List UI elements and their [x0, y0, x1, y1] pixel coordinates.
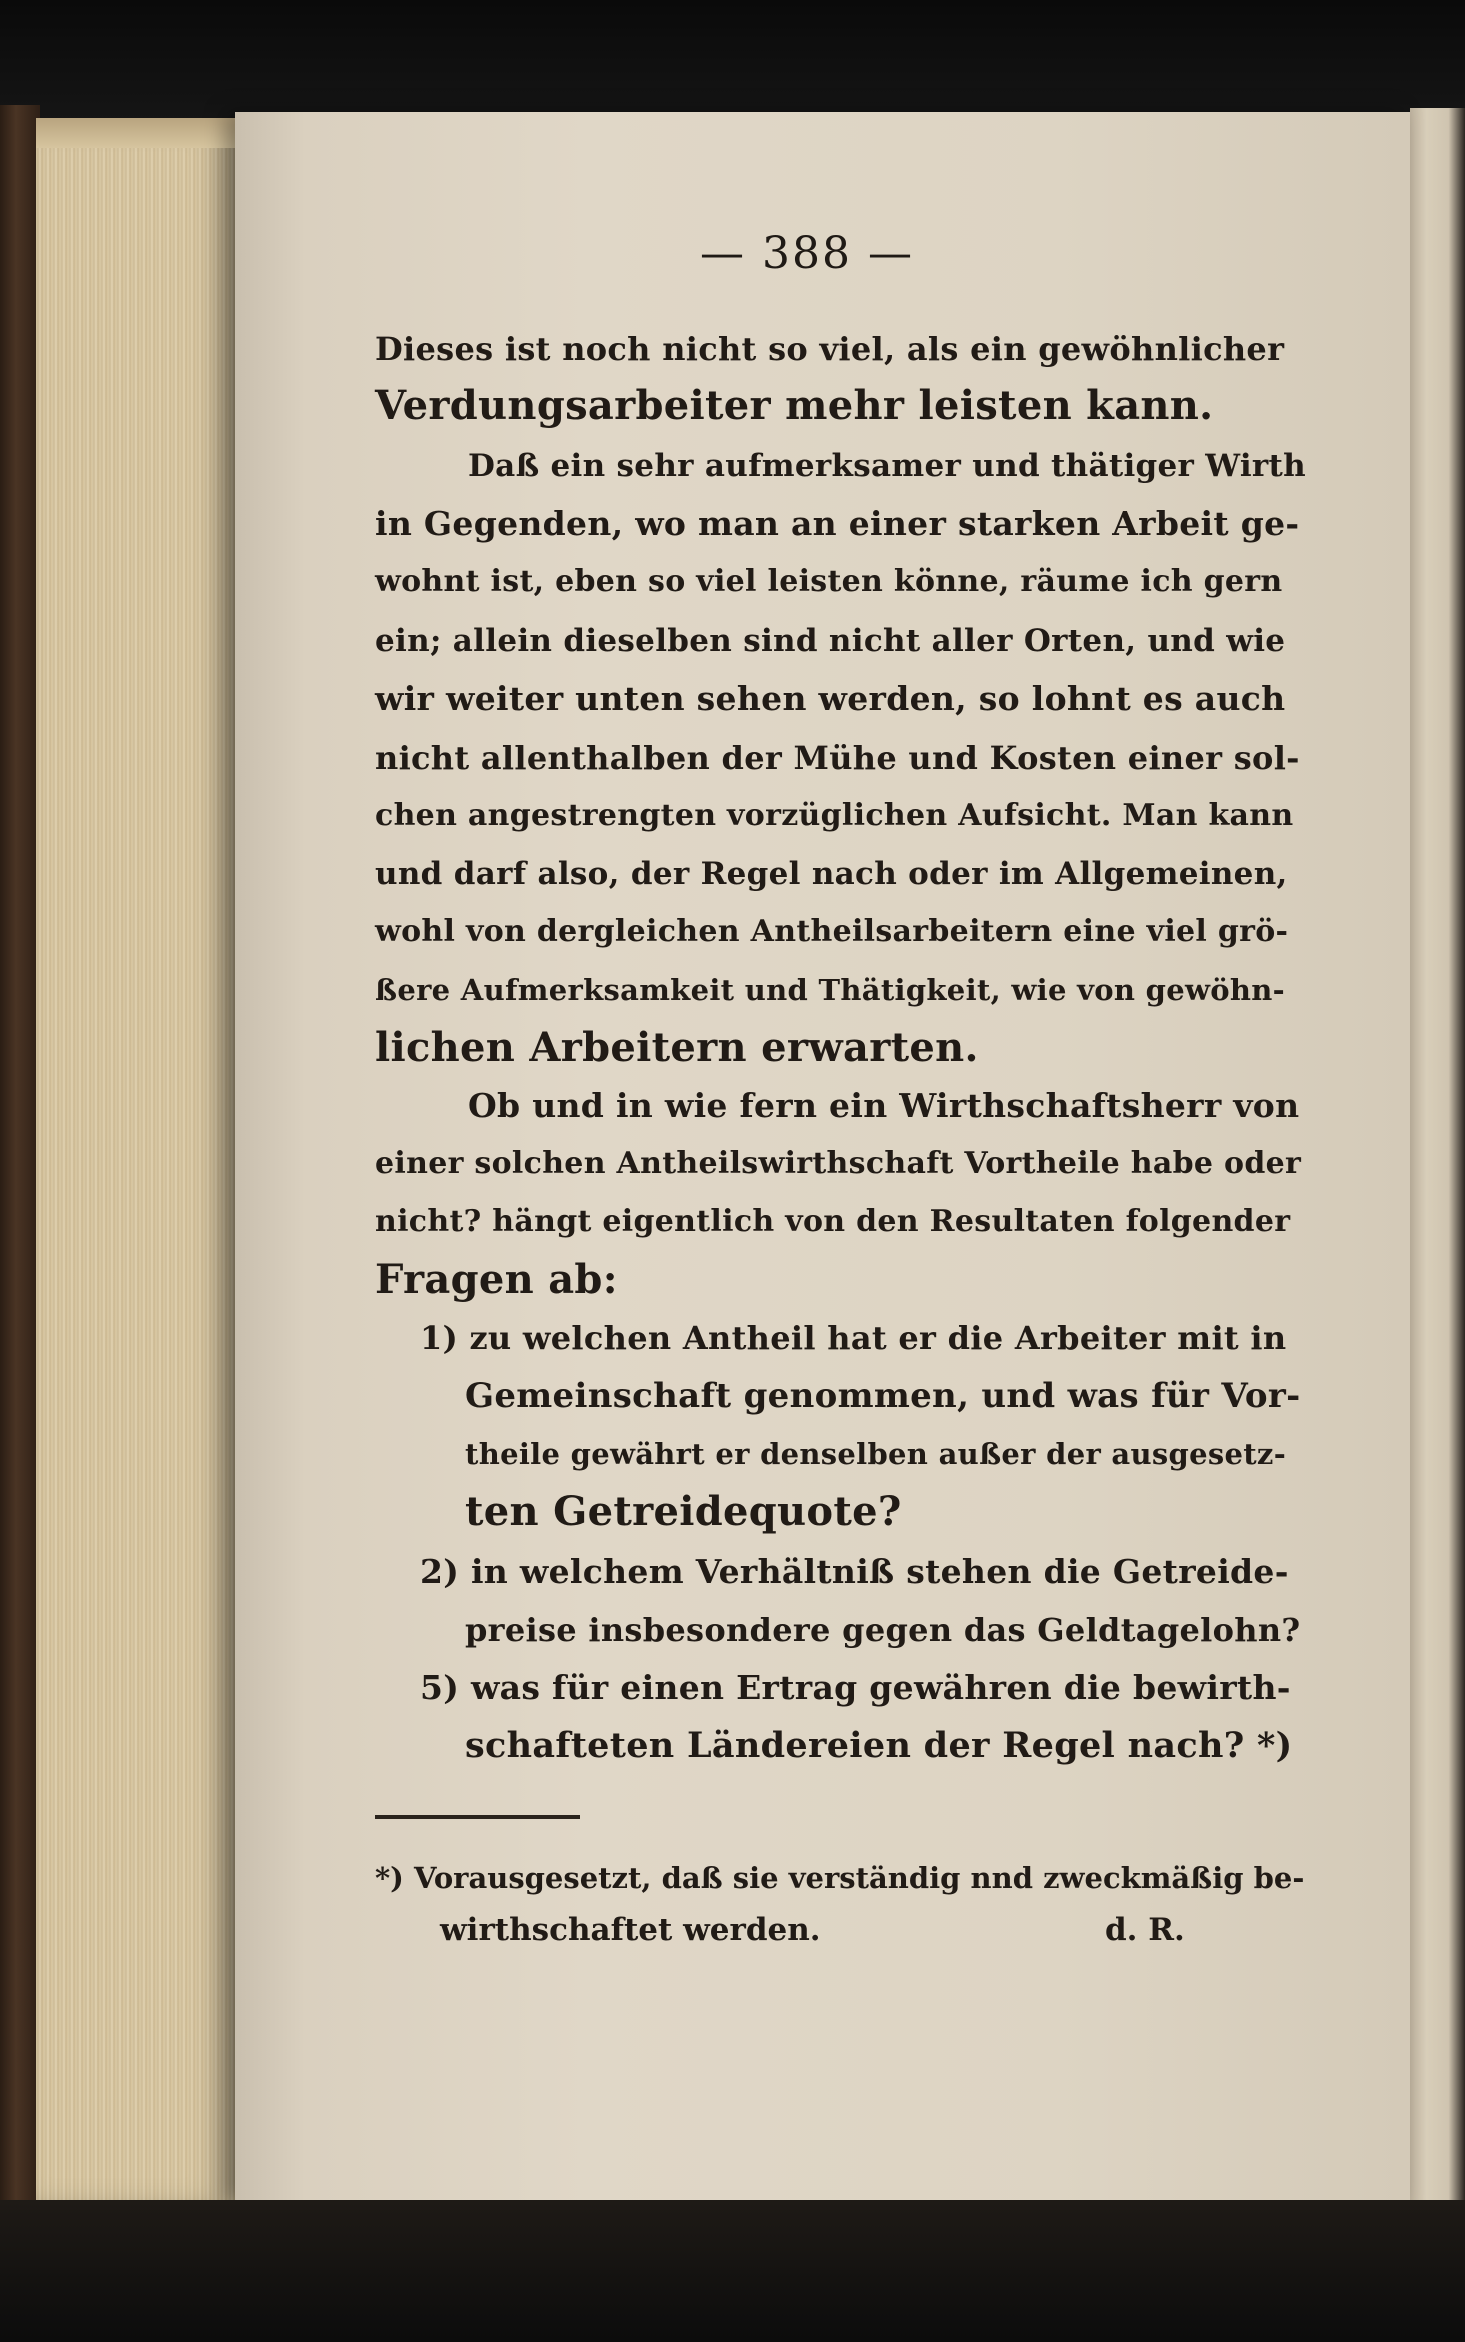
list-item-line: Gemeinschaft genommen, und was für Vor-	[465, 1376, 1301, 1416]
list-item-line: schafteten Ländereien der Regel nach? *)	[465, 1725, 1293, 1766]
facing-page-edge	[1410, 108, 1465, 2218]
body-line: in Gegenden, wo man an einer starken Arbeit ge-	[375, 504, 1300, 543]
body-line: ßere Aufmerksamkeit und Thätigkeit, wie von gewöhn-	[375, 973, 1286, 1007]
footnote-signature: d. R.	[1105, 1912, 1185, 1948]
body-line: wohl von dergleichen Antheilsarbeitern eine viel grö-	[375, 914, 1289, 949]
bottom-shadow	[0, 2200, 1465, 2342]
list-item-line: 5) was für einen Ertrag gewähren die bewirth-	[420, 1668, 1291, 1707]
body-line: nicht allenthalben der Mühe und Kosten einer sol-	[375, 739, 1300, 777]
body-line: einer solchen Antheilswirthschaft Vortheile habe oder	[375, 1146, 1302, 1181]
body-line: ein; allein dieselben sind nicht aller Orten, und wie	[375, 623, 1286, 659]
list-item-line: theile gewährt er denselben außer der ausgesetz-	[465, 1437, 1287, 1471]
list-item-line: 2) in welchem Verhältniß stehen die Getreide-	[420, 1552, 1289, 1591]
body-line: nicht? hängt eigentlich von den Resultaten folgender	[375, 1204, 1291, 1239]
page-stack-edges	[36, 120, 241, 2210]
footnote-rule	[375, 1815, 580, 1819]
page-stack-top	[36, 118, 241, 148]
body-line: Fragen ab:	[375, 1256, 618, 1303]
backdrop	[0, 0, 1465, 120]
page-number: — 388 —	[700, 228, 914, 279]
body-line: wir weiter unten sehen werden, so lohnt es auch	[375, 679, 1286, 718]
body-line: chen angestrengten vorzüglichen Aufsicht. Man kann	[375, 798, 1294, 833]
footnote-line: *) Vorausgesetzt, daß sie verständig nnd zweckmäßig be-	[375, 1861, 1305, 1895]
list-item-line: preise insbesondere gegen das Geldtagelohn?	[465, 1611, 1301, 1649]
body-line: Verdungsarbeiter mehr leisten kann.	[375, 382, 1214, 429]
body-line: Dieses ist noch nicht so viel, als ein gewöhnlicher	[375, 330, 1285, 368]
book-cover-edge	[0, 105, 40, 2245]
list-item-line: ten Getreidequote?	[465, 1488, 902, 1535]
body-line: Daß ein sehr aufmerksamer und thätiger Wirth	[468, 448, 1307, 484]
body-line: lichen Arbeitern erwarten.	[375, 1024, 979, 1071]
list-item-line: 1) zu welchen Antheil hat er die Arbeiter mit in	[420, 1319, 1287, 1357]
body-line: wohnt ist, eben so viel leisten könne, räume ich gern	[375, 564, 1283, 599]
body-line: Ob und in wie fern ein Wirthschaftsherr von	[468, 1086, 1300, 1125]
body-line: und darf also, der Regel nach oder im Allgemeinen,	[375, 856, 1288, 892]
footnote-line: wirthschaftet werden.	[440, 1912, 821, 1948]
